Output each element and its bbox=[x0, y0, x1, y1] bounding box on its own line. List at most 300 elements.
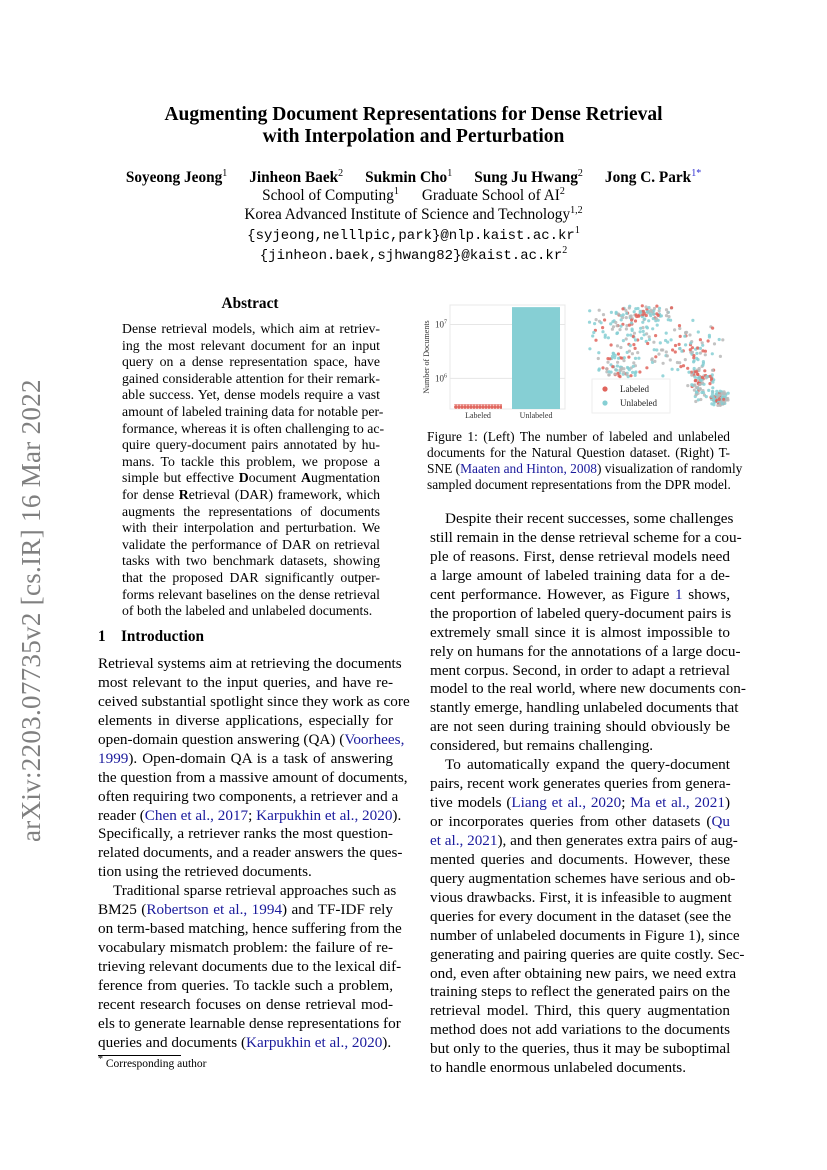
text-span: that the proposed DAR significantly outper- bbox=[122, 569, 380, 585]
citation-link[interactable]: Voorhees, bbox=[344, 730, 405, 748]
scatter-point-unlabeled bbox=[697, 330, 700, 333]
text-span: extremely small since it is almost impossible to bbox=[430, 623, 730, 641]
text-span: mans. To tackle this problem, we propose a bbox=[122, 453, 380, 469]
scatter-point-unlabeled bbox=[723, 392, 726, 395]
author-affiliation-mark: 2 bbox=[338, 167, 344, 179]
title-line-1: Augmenting Document Representations for Dense Retrieval bbox=[164, 104, 663, 125]
text-line bbox=[430, 718, 730, 737]
scatter-point-unlabeled bbox=[647, 306, 650, 309]
citation-link[interactable]: Liang et al., 2020 bbox=[511, 794, 622, 812]
scatter-point-unlabeled bbox=[707, 389, 710, 392]
scatter-point-unlabeled bbox=[684, 343, 687, 346]
scatter-point-unlabeled bbox=[607, 370, 610, 373]
intro-left-column bbox=[98, 655, 410, 1053]
citation-link[interactable]: Maaten and Hinton, 2008 bbox=[460, 461, 597, 476]
section-title: Introduction bbox=[120, 628, 204, 645]
text-line bbox=[122, 354, 380, 371]
scatter-point-unlabeled bbox=[628, 368, 631, 371]
text-span: model to the real world, where new documents con- bbox=[430, 680, 746, 698]
scatter-point-unlabeled bbox=[616, 361, 619, 364]
text-span: of both the labeled and unlabeled documents. bbox=[122, 603, 373, 619]
scatter-point-unlabeled bbox=[631, 371, 634, 374]
text-span: sampled document representations from the DPR model. bbox=[427, 477, 731, 492]
text-line bbox=[430, 699, 739, 718]
text-span: ple of reasons. First, dense retrieval models need bbox=[430, 547, 730, 565]
text-span: Traditional sparse retrieval approaches such as bbox=[113, 882, 397, 900]
scatter-point-labeled bbox=[708, 382, 711, 385]
text-span: for dense bbox=[122, 486, 179, 502]
text-line bbox=[430, 1059, 730, 1078]
scatter-point-labeled bbox=[718, 398, 721, 401]
scatter-point-unlabeled bbox=[718, 338, 721, 341]
scatter-point-unlabeled bbox=[691, 351, 694, 354]
text-span: cent performance. However, as Figure bbox=[430, 585, 676, 603]
scatter-point-unlabeled bbox=[607, 336, 610, 339]
scatter-point-labeled bbox=[699, 338, 702, 341]
section-heading-introduction bbox=[98, 628, 204, 645]
scatter-point-labeled bbox=[722, 398, 725, 401]
scatter-point-unlabeled bbox=[666, 341, 669, 344]
scatter-point-unlabeled bbox=[614, 354, 617, 357]
scatter-point-unlabeled bbox=[643, 317, 646, 320]
scatter-point-labeled bbox=[594, 339, 597, 342]
text-line bbox=[122, 487, 380, 504]
text-line bbox=[430, 926, 740, 946]
text-span: most relevant to the input queries, and have re- bbox=[98, 673, 393, 691]
scatter-point-unlabeled bbox=[711, 386, 714, 389]
scatter-point-unlabeled bbox=[726, 398, 729, 401]
scatter-point-unlabeled bbox=[719, 355, 722, 358]
y-tick-label: $10^6$ bbox=[435, 373, 447, 384]
text-line bbox=[98, 768, 408, 788]
scatter-point-unlabeled bbox=[693, 367, 696, 370]
text-span: generating and pairing queries are quite costly. Sec- bbox=[430, 945, 745, 963]
affiliation-institute bbox=[0, 206, 827, 223]
text-span: gained considerable attention for their remark- bbox=[122, 370, 380, 386]
text-span: training steps to reflect the generated pairs on the bbox=[430, 983, 730, 1001]
scatter-point-unlabeled bbox=[598, 309, 601, 312]
scatter-point-labeled bbox=[707, 339, 710, 342]
text-span: To automatically expand the query-document bbox=[445, 756, 730, 774]
text-span: stantly emerge, handling unlabeled documents that bbox=[430, 699, 739, 717]
scatter-point-unlabeled bbox=[639, 330, 642, 333]
text-line bbox=[430, 831, 738, 851]
affiliation-graduate-ai: Graduate School of AI bbox=[421, 187, 560, 204]
scatter-point-unlabeled bbox=[616, 364, 619, 367]
text-span: often requiring two components, a retriever and a bbox=[98, 787, 399, 805]
scatter-point-unlabeled bbox=[588, 347, 591, 350]
scatter-point-unlabeled bbox=[622, 371, 625, 374]
citation-link[interactable]: 1999 bbox=[98, 749, 129, 767]
scatter-point-unlabeled bbox=[625, 312, 628, 315]
text-span: mented queries and documents. However, these bbox=[430, 850, 730, 868]
text-span: ceived substantial spotlight since they work as core bbox=[98, 692, 410, 710]
text-line bbox=[430, 756, 730, 775]
text-span: on term-based matching, hence suffering from the bbox=[98, 920, 402, 938]
scatter-point-unlabeled bbox=[634, 374, 637, 377]
author-name: Jong C. Park bbox=[604, 169, 692, 186]
scatter-point-unlabeled bbox=[643, 333, 646, 336]
footnote-mark: * bbox=[98, 1054, 103, 1066]
scatter-point-unlabeled bbox=[705, 395, 708, 398]
footnote-text: Corresponding author bbox=[105, 1058, 207, 1070]
text-span: query on a dense representation space, have bbox=[122, 354, 380, 370]
scatter-point-labeled bbox=[638, 370, 641, 373]
text-span: query augmentation schemes have serious and ob- bbox=[430, 869, 736, 887]
scatter-point-unlabeled bbox=[694, 400, 697, 403]
text-line bbox=[427, 429, 730, 445]
scatter-point-unlabeled bbox=[626, 334, 629, 337]
author bbox=[126, 169, 227, 186]
text-span: with their interpolation and perturbation. We bbox=[122, 520, 380, 536]
scatter-point-unlabeled bbox=[699, 347, 702, 350]
scatter-point-unlabeled bbox=[695, 391, 698, 394]
scatter-point-unlabeled bbox=[632, 361, 635, 364]
text-line bbox=[430, 889, 730, 908]
scatter-point-labeled bbox=[686, 367, 689, 370]
title-line-2: with Interpolation and Perturbation bbox=[262, 126, 565, 147]
text-span: related documents, and a reader answers the ques- bbox=[98, 844, 403, 862]
citation-link[interactable]: 1 bbox=[675, 585, 683, 603]
scatter-point-labeled bbox=[629, 374, 632, 377]
text-span: Dense retrieval models, which aim at retriev- bbox=[122, 321, 380, 336]
text-line bbox=[430, 945, 745, 965]
scatter-point-unlabeled bbox=[676, 361, 679, 364]
text-span: vocabulary mismatch problem: the failure of re- bbox=[98, 939, 393, 957]
scatter-point-unlabeled bbox=[656, 324, 659, 327]
scatter-point-labeled bbox=[674, 344, 677, 347]
scatter-point-labeled bbox=[692, 356, 695, 359]
text-span: shows, bbox=[682, 585, 730, 603]
text-span: tion using the retrieved documents. bbox=[98, 863, 312, 881]
scatter-point-labeled bbox=[709, 375, 712, 378]
text-span: tive models ( bbox=[430, 794, 512, 812]
author-name: Sung Ju Hwang bbox=[474, 169, 578, 186]
text-line bbox=[122, 470, 380, 487]
paper-title bbox=[0, 104, 827, 148]
scatter-point-unlabeled bbox=[673, 328, 676, 331]
scatter-point-unlabeled bbox=[676, 368, 679, 371]
scatter-point-labeled bbox=[703, 369, 706, 372]
citation-link[interactable]: Qu bbox=[711, 813, 730, 830]
scatter-point-unlabeled bbox=[686, 384, 689, 387]
figure-1-chart bbox=[420, 293, 735, 423]
scatter-point-labeled bbox=[601, 366, 604, 369]
scatter-point-unlabeled bbox=[680, 350, 683, 353]
section-number: 1 bbox=[98, 628, 106, 645]
bold-letter: A bbox=[301, 470, 311, 486]
scatter-point-unlabeled bbox=[702, 360, 705, 363]
scatter-point-labeled bbox=[701, 376, 704, 379]
author-name: Soyeong Jeong bbox=[125, 169, 223, 186]
scatter-point-unlabeled bbox=[662, 362, 665, 365]
scatter-point-unlabeled bbox=[719, 390, 722, 393]
scatter-point-unlabeled bbox=[629, 344, 632, 347]
scatter-point-unlabeled bbox=[625, 327, 628, 330]
scatter-point-unlabeled bbox=[597, 369, 600, 372]
abstract-body bbox=[122, 321, 385, 620]
text-span: a large amount of labeled training data for a de- bbox=[430, 566, 730, 584]
scatter-point-unlabeled bbox=[592, 331, 595, 334]
legend-marker-labeled bbox=[602, 386, 607, 391]
scatter-point-labeled bbox=[679, 335, 682, 338]
scatter-point-unlabeled bbox=[688, 333, 691, 336]
scatter-point-labeled bbox=[704, 350, 707, 353]
scatter-point-unlabeled bbox=[698, 388, 701, 391]
scatter-point-unlabeled bbox=[653, 307, 656, 310]
figure-1-caption bbox=[427, 429, 743, 493]
scatter-point-labeled bbox=[679, 365, 682, 368]
text-line bbox=[98, 882, 397, 901]
scatter-point-labeled bbox=[611, 365, 614, 368]
scatter-point-unlabeled bbox=[671, 368, 674, 371]
scatter-point-unlabeled bbox=[665, 350, 668, 353]
text-line bbox=[122, 553, 380, 570]
footnote-rule bbox=[98, 1055, 181, 1056]
text-line bbox=[427, 461, 743, 477]
x-tick-label: Labeled bbox=[465, 411, 491, 420]
scatter-point-unlabeled bbox=[693, 376, 696, 379]
scatter-point-unlabeled bbox=[713, 398, 716, 401]
scatter-point-labeled bbox=[627, 356, 630, 359]
scatter-point-unlabeled bbox=[637, 357, 640, 360]
text-line bbox=[122, 387, 380, 404]
scatter-point-labeled bbox=[616, 372, 619, 375]
text-span: elements in diverse applications, especially for bbox=[98, 711, 393, 729]
scatter-point-labeled bbox=[695, 370, 698, 373]
text-line bbox=[430, 624, 730, 643]
sup: 1 bbox=[393, 185, 399, 197]
author-name: Jinheon Baek bbox=[249, 169, 339, 186]
text-line bbox=[98, 939, 393, 958]
sup: 2 bbox=[562, 244, 568, 256]
scatter-point-unlabeled bbox=[628, 306, 631, 309]
scatter-point-unlabeled bbox=[602, 313, 605, 316]
scatter-point-unlabeled bbox=[683, 335, 686, 338]
scatter-point-labeled bbox=[674, 350, 677, 353]
text-span: ). bbox=[392, 806, 402, 824]
text-span: queries for every document in the dataset (see the bbox=[430, 907, 732, 925]
text-span: open-domain question answering (QA) ( bbox=[98, 730, 345, 748]
scatter-point-unlabeled bbox=[717, 394, 720, 397]
sup: 2 bbox=[559, 185, 565, 197]
bold-letter: R bbox=[178, 486, 189, 502]
text-line bbox=[430, 775, 730, 794]
sup: 1,2 bbox=[570, 204, 583, 216]
text-span: retrieval model. Third, this query augmentation bbox=[430, 1002, 730, 1020]
scatter-point-labeled bbox=[671, 348, 674, 351]
text-span: vious drawbacks. First, it is infeasible to augment bbox=[430, 888, 732, 906]
y-axis-label: Number of Documents bbox=[422, 320, 431, 394]
text-line bbox=[98, 674, 393, 693]
text-span: ), and then generates extra pairs of aug- bbox=[497, 831, 738, 849]
sup: 1 bbox=[574, 224, 580, 236]
scatter-point-unlabeled bbox=[666, 311, 669, 314]
text-line bbox=[98, 977, 393, 996]
scatter-point-unlabeled bbox=[721, 338, 724, 341]
scatter-point-unlabeled bbox=[649, 312, 652, 315]
affiliation-schools bbox=[0, 187, 827, 204]
text-span: but only to the queries, thus it may be suboptimal bbox=[430, 1040, 731, 1058]
scatter-point-unlabeled bbox=[616, 344, 619, 347]
scatter-point-unlabeled bbox=[684, 358, 687, 361]
citation-link[interactable]: Karpukhin et al., 2020 bbox=[246, 1033, 383, 1051]
scatter-point-unlabeled bbox=[665, 308, 668, 311]
text-line bbox=[122, 570, 380, 587]
text-line bbox=[98, 655, 402, 674]
y-tick-label: $10^7$ bbox=[435, 319, 447, 330]
scatter-point-labeled bbox=[610, 343, 613, 346]
scatter-point-unlabeled bbox=[711, 390, 714, 393]
scatter-point-unlabeled bbox=[648, 338, 651, 341]
text-line bbox=[430, 1021, 730, 1040]
text-line bbox=[430, 586, 730, 605]
citation-link[interactable]: Ma et al., 2021 bbox=[630, 794, 725, 812]
scatter-point-unlabeled bbox=[652, 317, 655, 320]
text-span: are not seen during training should obviously be bbox=[430, 718, 730, 736]
text-line bbox=[98, 825, 393, 844]
scatter-point-unlabeled bbox=[633, 332, 636, 335]
scatter-point-unlabeled bbox=[648, 335, 651, 338]
scatter-point-unlabeled bbox=[696, 358, 699, 361]
scatter-point-labeled bbox=[632, 343, 635, 346]
text-span: ; bbox=[621, 794, 631, 812]
author-list bbox=[0, 169, 827, 186]
scatter-point-unlabeled bbox=[597, 357, 600, 360]
scatter-point-unlabeled bbox=[639, 311, 642, 314]
text-line bbox=[98, 844, 403, 863]
scatter-point-unlabeled bbox=[695, 352, 698, 355]
scatter-point-labeled bbox=[694, 379, 697, 382]
text-line bbox=[122, 520, 380, 537]
scatter-point-unlabeled bbox=[666, 354, 669, 357]
text-span: Despite their recent successes, some challenges bbox=[445, 510, 734, 527]
text-line bbox=[122, 504, 380, 521]
text-span: augments the representations of documents bbox=[122, 503, 380, 519]
scatter-point-labeled bbox=[620, 357, 623, 360]
scatter-point-labeled bbox=[678, 343, 681, 346]
text-line bbox=[430, 737, 730, 756]
scatter-point-unlabeled bbox=[667, 315, 670, 318]
citation-link[interactable]: Robertson et al., 1994 bbox=[146, 901, 283, 919]
scatter-point-unlabeled bbox=[600, 321, 603, 324]
affiliation-school-computing: School of Computing bbox=[262, 187, 394, 204]
legend-marker-unlabeled bbox=[602, 400, 607, 405]
scatter-point-unlabeled bbox=[698, 383, 701, 386]
scatter-point-labeled bbox=[641, 304, 644, 307]
text-line bbox=[430, 813, 730, 832]
text-span: simple but effective bbox=[122, 470, 239, 486]
scatter-point-unlabeled bbox=[640, 337, 643, 340]
scatter-point-unlabeled bbox=[613, 372, 616, 375]
text-span: amount of labeled training data for notable per- bbox=[122, 403, 384, 419]
text-line bbox=[98, 1014, 401, 1034]
scatter-point-unlabeled bbox=[721, 402, 724, 405]
scatter-point-unlabeled bbox=[652, 312, 655, 315]
text-span: ond, even after obtaining new pairs, we need extra bbox=[430, 964, 737, 982]
scatter-point-unlabeled bbox=[657, 353, 660, 356]
text-span: ). bbox=[382, 1033, 392, 1051]
citation-link[interactable]: Chen et al., 2017 bbox=[144, 806, 249, 824]
text-span: ; bbox=[248, 806, 257, 824]
scatter-point-unlabeled bbox=[652, 341, 655, 344]
scatter-point-unlabeled bbox=[699, 352, 702, 355]
scatter-point-unlabeled bbox=[615, 369, 618, 372]
scatter-point-unlabeled bbox=[622, 313, 625, 316]
text-line bbox=[98, 787, 399, 807]
scatter-point-labeled bbox=[628, 324, 631, 327]
scatter-point-unlabeled bbox=[619, 325, 622, 328]
scatter-point-unlabeled bbox=[702, 391, 705, 394]
scatter-point-unlabeled bbox=[645, 305, 648, 308]
scatter-point-labeled bbox=[654, 355, 657, 358]
scatter-point-unlabeled bbox=[689, 342, 692, 345]
author-affiliation-mark: 1 bbox=[222, 167, 228, 179]
text-line bbox=[98, 901, 393, 920]
scatter-point-labeled bbox=[606, 357, 609, 360]
scatter-point-unlabeled bbox=[610, 311, 613, 314]
text-line bbox=[430, 642, 741, 662]
scatter-point-unlabeled bbox=[660, 348, 663, 351]
scatter-point-unlabeled bbox=[631, 329, 634, 332]
citation-link[interactable]: et al., 2021 bbox=[430, 831, 498, 849]
text-span: the proportion of labeled query-document pairs is bbox=[430, 604, 732, 622]
scatter-point-unlabeled bbox=[614, 321, 617, 324]
scatter-point-labeled bbox=[621, 307, 624, 310]
text-line bbox=[98, 730, 405, 750]
scatter-point-unlabeled bbox=[619, 346, 622, 349]
scatter-point-unlabeled bbox=[605, 367, 608, 370]
scatter-point-labeled bbox=[654, 334, 657, 337]
text-span: considered, but remains challenging. bbox=[430, 737, 654, 755]
text-span: forms relevant baselines on the dense retrieval bbox=[122, 586, 380, 602]
text-line bbox=[430, 1040, 730, 1059]
scatter-point-unlabeled bbox=[665, 332, 668, 335]
text-span: reader ( bbox=[98, 806, 145, 824]
scatter-point-unlabeled bbox=[639, 327, 642, 330]
legend-label: Unlabeled bbox=[620, 398, 657, 408]
text-span: Figure 1: (Left) The number of labeled and unlabeled bbox=[427, 429, 730, 444]
scatter-point-unlabeled bbox=[624, 309, 627, 312]
scatter-point-labeled bbox=[601, 326, 604, 329]
text-span: able success. Yet, dense models require a vast bbox=[122, 387, 380, 403]
scatter-point-unlabeled bbox=[595, 318, 598, 321]
scatter-point-unlabeled bbox=[634, 338, 637, 341]
text-line bbox=[122, 321, 380, 338]
text-span: ing the most relevant document for an input bbox=[122, 337, 380, 353]
text-span: quire query-document pairs annotated by hu- bbox=[122, 437, 380, 453]
text-line bbox=[98, 920, 402, 939]
citation-link[interactable]: Karpukhin et al., 2020 bbox=[256, 806, 393, 824]
scatter-point-unlabeled bbox=[708, 334, 711, 337]
text-line bbox=[122, 537, 380, 554]
scatter-point-unlabeled bbox=[629, 315, 632, 318]
author-affiliation-mark: 1* bbox=[691, 167, 702, 179]
scatter-point-unlabeled bbox=[618, 328, 621, 331]
intro-right-column bbox=[430, 510, 746, 1078]
scatter-point-unlabeled bbox=[655, 317, 658, 320]
text-span: number of unlabeled documents in Figure 1), since bbox=[430, 926, 740, 944]
scatter-point-unlabeled bbox=[658, 307, 661, 310]
scatter-point-unlabeled bbox=[588, 321, 591, 324]
scatter-point-unlabeled bbox=[622, 339, 625, 342]
text-line bbox=[122, 603, 380, 620]
scatter-point-unlabeled bbox=[620, 367, 623, 370]
scatter-point-unlabeled bbox=[625, 373, 628, 376]
text-line bbox=[430, 662, 730, 681]
text-span: els to generate learnable dense representations for bbox=[98, 1014, 401, 1032]
text-line bbox=[98, 712, 393, 731]
